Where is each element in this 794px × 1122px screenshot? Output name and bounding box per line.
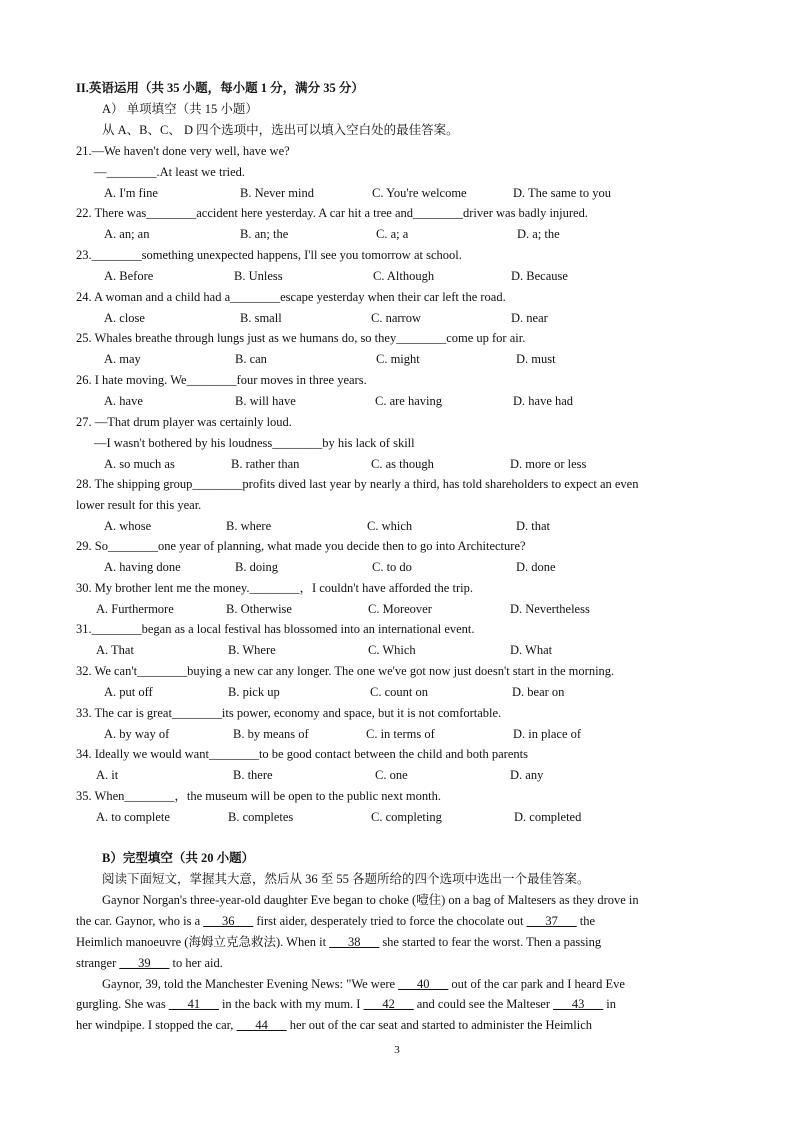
question-22-options (76, 226, 736, 243)
option-c[interactable]: C. as though (371, 457, 434, 471)
option-d[interactable]: D. done (516, 560, 556, 574)
passage-line-1: Gaynor Norgan's three-year-old daughter Eve began to choke (噎住) on a bag of Maltesers as they drove in (102, 893, 639, 907)
option-d[interactable]: D. a; the (517, 227, 560, 241)
question-33-options (76, 726, 736, 743)
blank-37[interactable]: ___37___ (526, 914, 577, 928)
option-d[interactable]: D. that (516, 519, 551, 533)
question-29-options (76, 559, 736, 576)
part-b-title: B）完型填空（共 20 小题） (102, 851, 255, 865)
option-d[interactable]: D. completed (514, 810, 582, 824)
question-31-options (76, 642, 736, 659)
question-32-stem: 32. We can't________buying a new car any longer. The one we've got now just doesn't start in the morning. (76, 664, 615, 678)
option-c[interactable]: C. a; a (376, 227, 409, 241)
question-27-stem-2: —I wasn't bothered by his loudness________by his lack of skill (94, 436, 415, 450)
question-26-options (76, 393, 736, 410)
question-34-options (76, 767, 736, 784)
option-b[interactable]: B. there (233, 768, 273, 782)
option-a[interactable]: A. put off (104, 685, 153, 699)
passage-line-6: gurgling. She was ___41___ in the back with my mum. I ___42___ and could see the Malteser ___43___ in (76, 997, 617, 1011)
option-d[interactable]: D. any (510, 768, 544, 782)
question-28-stem-2: lower result for this year. (76, 498, 202, 512)
option-a[interactable]: A. whose (104, 519, 152, 533)
blank-41[interactable]: ___41___ (168, 997, 219, 1011)
blank-44[interactable]: ___44___ (236, 1018, 287, 1032)
option-c[interactable]: C. are having (375, 394, 442, 408)
blank-43[interactable]: ___43___ (553, 997, 604, 1011)
part-a-instruction: 从 A、B、C、 D 四个选项中，选出可以填入空白处的最佳答案。 (102, 123, 459, 137)
option-b[interactable]: B. Otherwise (226, 602, 292, 616)
option-a[interactable]: A. so much as (104, 457, 175, 471)
option-d[interactable]: D. bear on (512, 685, 565, 699)
blank-40[interactable]: ___40___ (398, 977, 449, 991)
option-d[interactable]: D. in place of (513, 727, 582, 741)
option-c[interactable]: C. count on (370, 685, 428, 699)
question-34-stem: 34. Ideally we would want________to be good contact between the child and both parents (76, 747, 528, 761)
option-b[interactable]: B. small (240, 311, 282, 325)
question-24-stem: 24. A woman and a child had a________escape yesterday when their car left the road. (76, 290, 506, 304)
page-number: 3 (394, 1044, 400, 1056)
option-a[interactable]: A. an; an (104, 227, 150, 241)
option-b[interactable]: B. where (226, 519, 272, 533)
question-21-stem-2: —________.At least we tried. (94, 165, 246, 179)
part-b-instruction: 阅读下面短文，掌握其大意，然后从 36 至 55 各题所给的四个选项中选出一个最佳答案。 (102, 872, 590, 886)
option-c[interactable]: C. to do (372, 560, 412, 574)
question-23-options (76, 268, 736, 285)
option-c[interactable]: C. completing (371, 810, 442, 824)
question-27-options (76, 456, 736, 473)
option-d[interactable]: D. Nevertheless (510, 602, 590, 616)
option-c[interactable]: C. one (375, 768, 408, 782)
option-c[interactable]: C. Although (373, 269, 435, 283)
option-c[interactable]: C. Moreover (368, 602, 432, 616)
option-c[interactable]: C. which (367, 519, 413, 533)
option-c[interactable]: C. might (376, 352, 420, 366)
section-title: II.英语运用（共 35 小题，每小题 1 分，满分 35 分） (76, 81, 364, 95)
option-d[interactable]: D. must (516, 352, 556, 366)
question-28-options (76, 518, 736, 535)
blank-42[interactable]: ___42___ (363, 997, 414, 1011)
question-35-stem: 35. When________，the museum will be open to the public next month. (76, 789, 441, 803)
option-a[interactable]: A. having done (104, 560, 181, 574)
option-a[interactable]: A. close (104, 311, 145, 325)
passage-line-3: Heimlich manoeuvre (海姆立克急救法). When it ___38___ she started to fear the worst. Then a passing (76, 935, 602, 949)
question-35-options (76, 809, 736, 826)
option-c[interactable]: C. narrow (371, 311, 421, 325)
option-a[interactable]: A. That (96, 643, 134, 657)
question-29-stem: 29. So________one year of planning, what made you decide then to go into Architecture? (76, 539, 526, 553)
question-28-stem-1: 28. The shipping group________profits dived last year by nearly a third, has told shareholders to expect an even (76, 477, 639, 491)
question-31-stem: 31.________began as a local festival has blossomed into an international event. (76, 622, 475, 636)
question-24-options (76, 310, 736, 327)
option-b[interactable]: B. Where (228, 643, 276, 657)
option-b[interactable]: B. Unless (234, 269, 283, 283)
option-a[interactable]: A. to complete (96, 810, 170, 824)
blank-39[interactable]: ___39___ (119, 956, 170, 970)
option-c[interactable]: C. Which (368, 643, 416, 657)
option-d[interactable]: D. Because (511, 269, 568, 283)
question-22-stem: 22. There was________accident here yesterday. A car hit a tree and________driver was badly injured. (76, 206, 588, 220)
option-a[interactable]: A. Before (104, 269, 154, 283)
question-27-stem-1: 27. —That drum player was certainly loud. (76, 415, 292, 429)
option-b[interactable]: B. can (235, 352, 267, 366)
option-a[interactable]: A. have (104, 394, 143, 408)
question-26-stem: 26. I hate moving. We________four moves in three years. (76, 373, 367, 387)
question-25-options (76, 351, 736, 368)
option-a[interactable]: A. I'm fine (104, 186, 158, 200)
option-a[interactable]: A. by way of (104, 727, 170, 741)
option-d[interactable]: D. near (511, 311, 548, 325)
option-b[interactable]: B. will have (235, 394, 296, 408)
passage-line-4: stranger ___39___ to her aid. (76, 956, 223, 970)
option-a[interactable]: A. it (96, 768, 119, 782)
option-b[interactable]: B. Never mind (240, 186, 314, 200)
passage-line-7: her windpipe. I stopped the car, ___44___ her out of the car seat and started to administer the Heimlich (76, 1018, 593, 1032)
passage-line-2: the car. Gaynor, who is a ___36___ first aider, desperately tried to force the chocolate out ___37___ the (76, 914, 595, 928)
option-b[interactable]: B. by means of (233, 727, 309, 741)
blank-36[interactable]: ___36___ (203, 914, 254, 928)
question-32-options (76, 684, 736, 701)
blank-38[interactable]: ___38___ (329, 935, 380, 949)
question-23-stem: 23.________something unexpected happens, I'll see you tomorrow at school. (76, 248, 462, 262)
option-d[interactable]: D. have had (513, 394, 574, 408)
question-30-stem: 30. My brother lent me the money.________，I couldn't have afforded the trip. (76, 581, 473, 595)
part-a-title: A） 单项填空（共 15 小题） (102, 102, 258, 116)
question-21-options (76, 185, 736, 202)
option-c[interactable]: C. in terms of (366, 727, 435, 741)
option-b[interactable]: B. rather than (231, 457, 300, 471)
option-b[interactable]: B. doing (235, 560, 279, 574)
option-c[interactable]: C. You're welcome (372, 186, 467, 200)
option-d[interactable]: D. The same to you (513, 186, 612, 200)
option-b[interactable]: B. completes (228, 810, 294, 824)
question-33-stem: 33. The car is great________its power, economy and space, but it is not comfortable. (76, 706, 502, 720)
option-a[interactable]: A. may (104, 352, 141, 366)
option-d[interactable]: D. What (510, 643, 553, 657)
question-25-stem: 25. Whales breathe through lungs just as we humans do, so they________come up for air. (76, 331, 526, 345)
option-b[interactable]: B. pick up (228, 685, 280, 699)
question-21-stem-1: 21.—We haven't done very well, have we? (76, 144, 290, 158)
passage-line-5: Gaynor, 39, told the Manchester Evening News: "We were ___40___ out of the car park and I heard Eve (102, 977, 625, 991)
option-d[interactable]: D. more or less (510, 457, 587, 471)
option-b[interactable]: B. an; the (240, 227, 289, 241)
option-a[interactable]: A. Furthermore (96, 602, 174, 616)
question-30-options (76, 601, 736, 618)
